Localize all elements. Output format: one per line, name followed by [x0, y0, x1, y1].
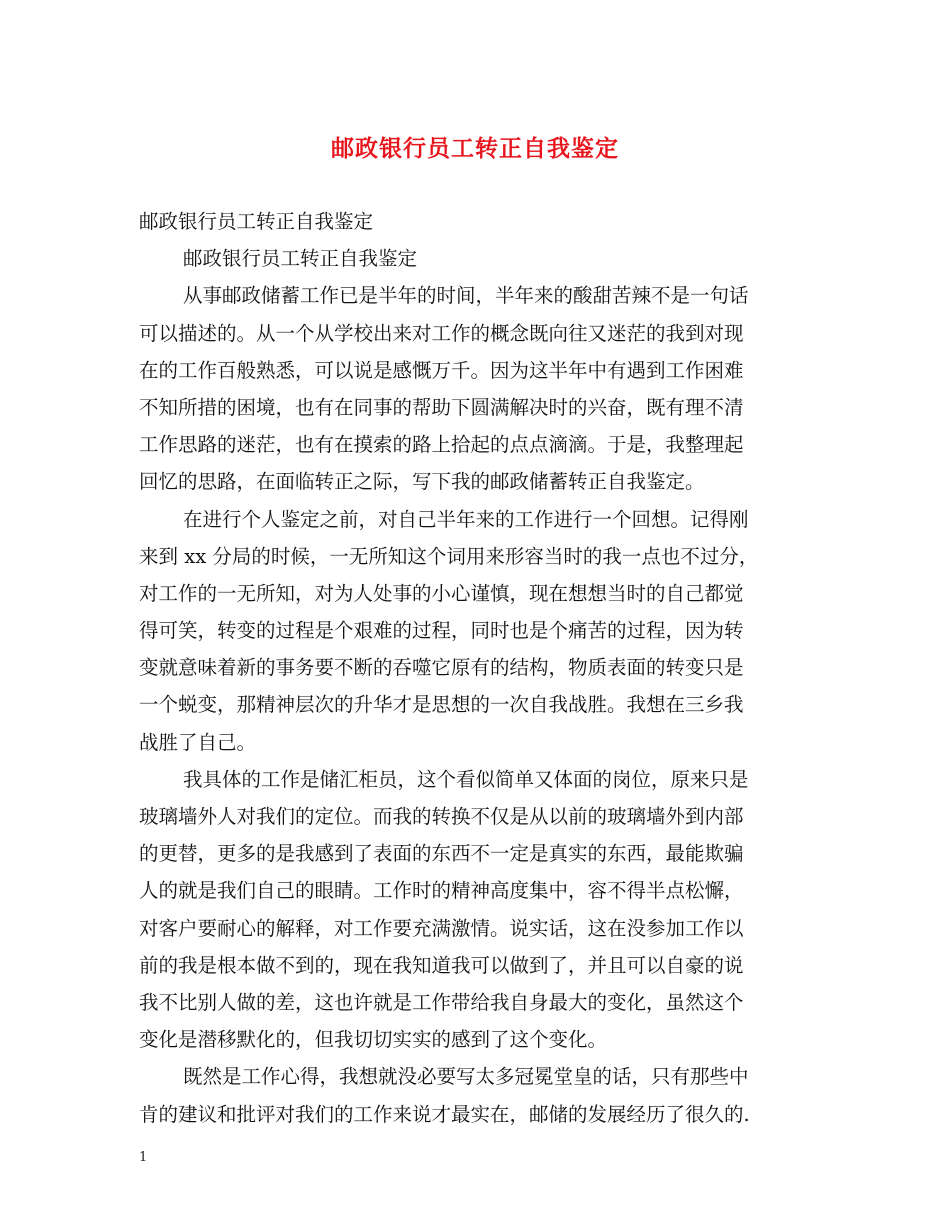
text-line: 来到 xx 分局的时候，一无所知这个词用来形容当时的我一点也不过分，	[139, 544, 759, 568]
text-line: 一个蜕变，那精神层次的升华才是思想的一次自我战胜。我想在三乡我	[139, 693, 744, 717]
text-line: 人的就是我们自己的眼睛。工作时的精神高度集中，容不得半点松懈，	[139, 879, 744, 903]
text-line: 从事邮政储蓄工作已是半年的时间，半年来的酸甜苦辣不是一句话	[183, 284, 749, 308]
text-line: 得可笑，转变的过程是个艰难的过程，同时也是个痛苦的过程，因为转	[139, 619, 744, 643]
text-line: 不知所措的困境，也有在同事的帮助下圆满解决时的兴奋，既有理不清	[139, 395, 744, 419]
text-line: 我具体的工作是储汇柜员，这个看似简单又体面的岗位，原来只是	[183, 767, 749, 791]
text-line: 我不比别人做的差，这也许就是工作带给我自身最大的变化，虽然这个	[139, 990, 744, 1014]
text-line: 玻璃墙外人对我们的定位。而我的转换不仅是从以前的玻璃墙外到内部	[139, 805, 744, 828]
text-line: 既然是工作心得，我想就没必要写太多冠冕堂皇的话，只有那些中	[183, 1065, 749, 1089]
page-number: 1	[139, 1150, 148, 1165]
text-line: 战胜了自己。	[139, 730, 257, 754]
text-line: 对工作的一无所知，对为人处事的小心谨慎，现在想想当时的自己都觉	[139, 581, 744, 605]
text-line: 肯的建议和批评对我们的工作来说才最实在，邮储的发展经历了很久的.	[139, 1102, 750, 1126]
document-body	[139, 203, 815, 1133]
text-line: 前的我是根本做不到的，现在我知道我可以做到了，并且可以自豪的说	[139, 953, 744, 977]
document-title: 邮政银行员工转正自我鉴定	[331, 135, 619, 162]
text-line: 变就意味着新的事务要不断的吞噬它原有的结构，物质表面的转变只是	[139, 656, 744, 680]
text-line: 邮政银行员工转正自我鉴定	[183, 247, 418, 271]
text-line: 变化是潜移默化的，但我切切实实的感到了这个变化。	[139, 1028, 608, 1052]
text-line: 在的工作百般熟悉，可以说是感慨万千。因为这半年中有遇到工作困难	[139, 358, 744, 382]
text-line: 可以描述的。从一个从学校出来对工作的概念既向往又迷茫的我到对现	[139, 321, 744, 345]
text-line: 对客户要耐心的解释，对工作要充满激情。说实话，这在没参加工作以	[139, 916, 744, 940]
text-line: 在进行个人鉴定之前，对自己半年来的工作进行一个回想。记得刚	[183, 507, 749, 531]
text-line: 邮政银行员工转正自我鉴定	[139, 210, 374, 233]
text-line: 工作思路的迷茫，也有在摸索的路上拾起的点点滴滴。于是，我整理起	[139, 433, 744, 457]
text-line: 的更替，更多的是我感到了表面的东西不一定是真实的东西，最能欺骗	[139, 842, 744, 866]
text-line: 回忆的思路，在面临转正之际，写下我的邮政储蓄转正自我鉴定。	[139, 470, 705, 494]
